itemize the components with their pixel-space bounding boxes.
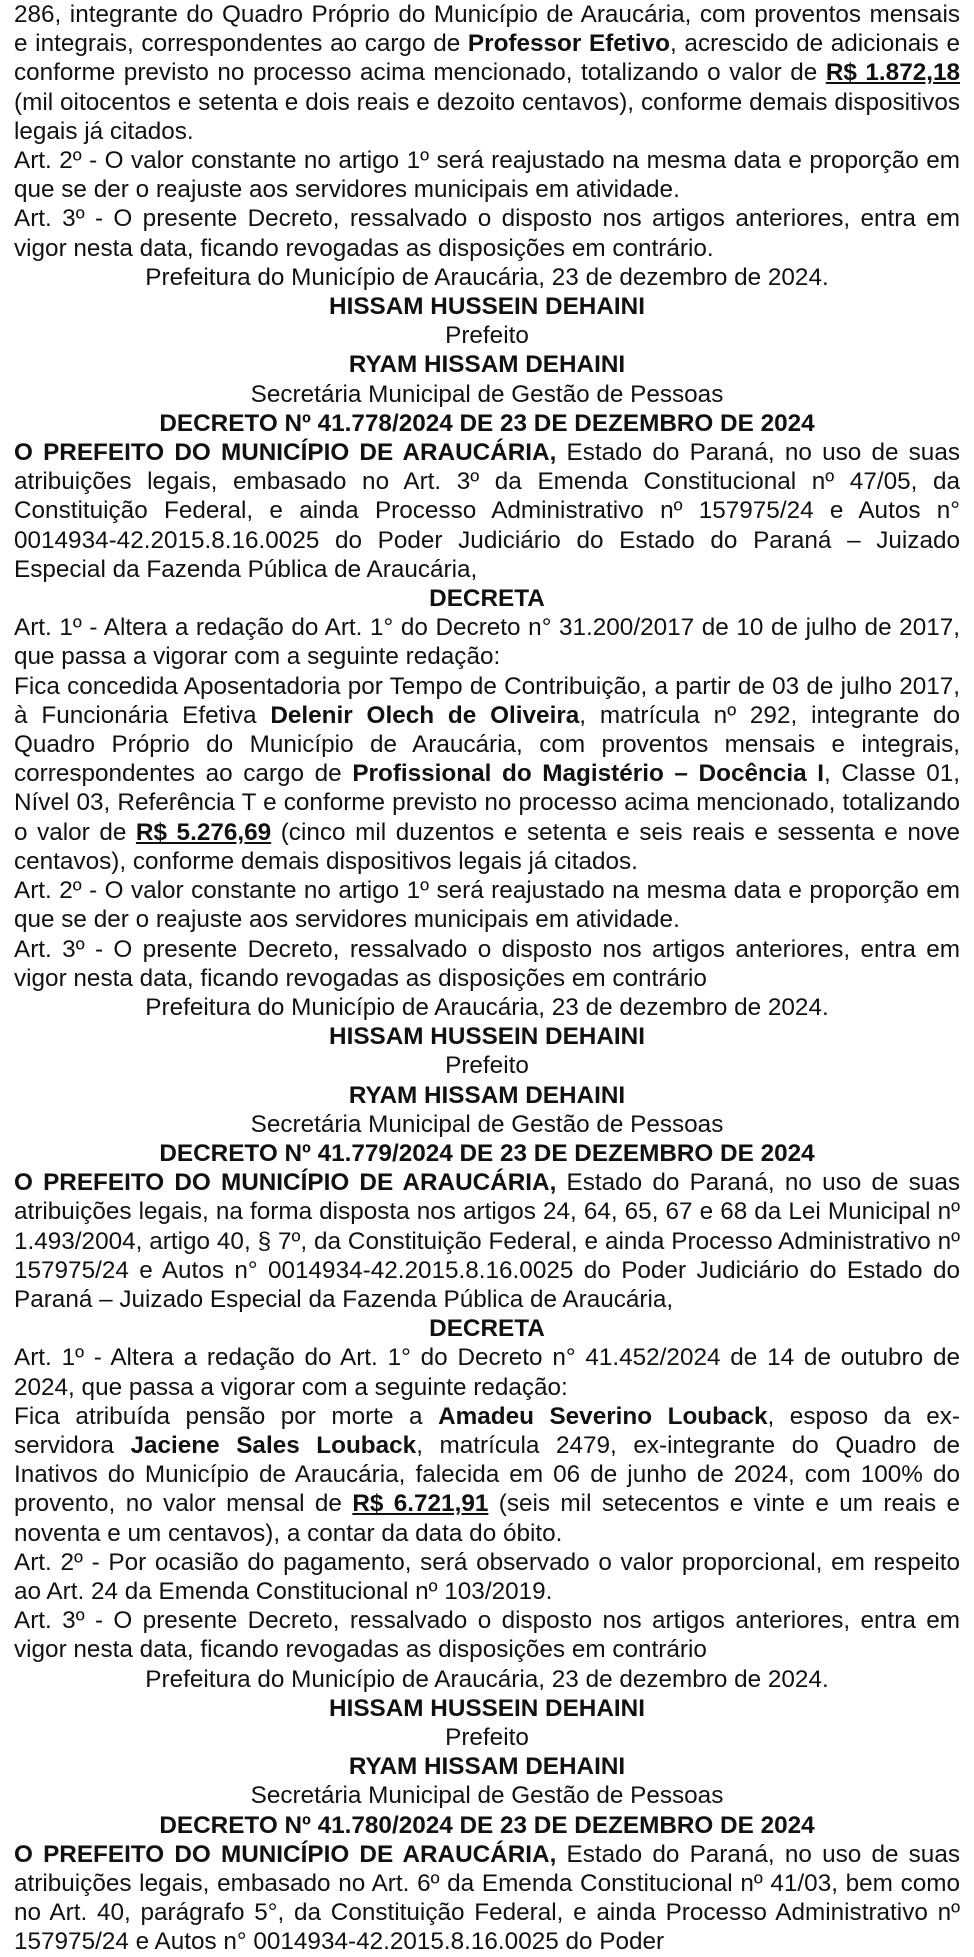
signer-name: HISSAM HUSSEIN DEHAINI: [329, 1023, 645, 1051]
article-paragraph: 286, integrante do Quadro Próprio do Município de Araucária, com proventos mensais e integrais, correspondentes ao cargo de Professor Efetivo, acrescido de adicionais e conforme previsto no processo acima mencionado, totalizando o valor de R$ 1.872,18 (mil oitocentos e setenta e dois reais e dezoito centavos), conforme demais dispositivos legais já citados.: [14, 1, 961, 145]
place-date: Prefeitura do Município de Araucária, 23 de dezembro de 2024.: [145, 263, 829, 291]
signer-name: RYAM HISSAM DEHAINI: [348, 351, 626, 379]
bold-text: Delenir Olech de Oliveira: [270, 701, 580, 729]
article-2: Art. 2º - Por ocasião do pagamento, será observado o valor proporcional, em respeito ao Art. 24 da Emenda Constitucional nº 103/2019.: [14, 1548, 960, 1605]
preamble: O PREFEITO DO MUNICÍPIO DE ARAUCÁRIA, Estado do Paraná, no uso de suas atribuições legais, embasado no Art. 3º da Emenda Constitucional nº 47/05, da Constituição Federal, e ainda Processo Administrativo nº 157975/24 e Autos n° 0014934-42.2015.8.16.0025 do Poder Judiciário do Estado do Paraná – Juizado Especial da Fazenda Pública de Araucária,: [14, 439, 960, 583]
article-2: Art. 2º - O valor constante no artigo 1º será reajustado na mesma data e proporção em que se der o reajuste aos servidores municipais em atividade.: [14, 147, 960, 204]
article-1: Art. 1º - Altera a redação do Art. 1° do Decreto n° 41.452/2024 de 14 de outubro de 2024, que passa a vigorar com a seguinte redação:: [14, 1344, 960, 1401]
decree-41779: [14, 1139, 960, 1811]
decreta-heading: DECRETA: [429, 1315, 545, 1343]
article-3: Art. 3º - O presente Decreto, ressalvado o disposto nos artigos anteriores, entra em vigor nesta data, ficando revogadas as disposições em contrário.: [14, 205, 960, 262]
decree-title: DECRETO Nº 41.778/2024 DE 23 DE DEZEMBRO DE 2024: [159, 409, 815, 437]
amount-value: R$ 6.721,91: [352, 1490, 489, 1518]
article-1: Art. 1º - Altera a redação do Art. 1° do Decreto n° 31.200/2017 de 10 de julho de 2017, que passa a vigorar com a seguinte redação:: [14, 614, 960, 671]
signer-role: Secretária Municipal de Gestão de Pessoas: [250, 1782, 724, 1810]
place-date: Prefeitura do Município de Araucária, 23 de dezembro de 2024.: [145, 993, 829, 1021]
place-date: Prefeitura do Município de Araucária, 23 de dezembro de 2024.: [145, 1665, 829, 1693]
decree-41780: [14, 1811, 960, 1957]
decreta-heading: DECRETA: [429, 585, 545, 613]
bold-text: Profissional do Magistério – Docência I: [352, 760, 824, 788]
preamble: O PREFEITO DO MUNICÍPIO DE ARAUCÁRIA, Estado do Paraná, no uso de suas atribuições legais, na forma disposta nos artigos 24, 64, 65, 67 e 68 da Lei Municipal nº 1.493/2004, artigo 40, § 7º, da Constituição Federal, e ainda Processo Administrativo nº 157975/24 e Autos n° 0014934-42.2015.8.16.0025 do Poder Judiciário do Estado do Paraná – Juizado Especial da Fazenda Pública de Araucária,: [14, 1169, 960, 1313]
signer-role: Secretária Municipal de Gestão de Pessoas: [250, 380, 724, 408]
bold-text: Professor Efetivo: [467, 30, 671, 58]
preamble: O PREFEITO DO MUNICÍPIO DE ARAUCÁRIA, Estado do Paraná, no uso de suas atribuições legais, embasado no Art. 6º da Emenda Constitucional nº 41/03, bem como no Art. 40, parágrafo 5°, da Constituição Federal, e ainda Processo Administrativo nº 157975/24 e Autos n° 0014934-42.2015.8.16.0025 do Poder: [14, 1840, 960, 1956]
signer-role: Prefeito: [445, 1723, 529, 1751]
signer-role: Prefeito: [445, 322, 529, 350]
bold-text: Amadeu Severino Louback: [438, 1402, 768, 1430]
article-3: Art. 3º - O presente Decreto, ressalvado o disposto nos artigos anteriores, entra em vigor nesta data, ficando revogadas as disposições em contrário: [14, 935, 960, 992]
signer-name: HISSAM HUSSEIN DEHAINI: [329, 293, 645, 321]
article-3: Art. 3º - O presente Decreto, ressalvado o disposto nos artigos anteriores, entra em vigor nesta data, ficando revogadas as disposições em contrário: [14, 1607, 960, 1664]
bold-text: Jaciene Sales Louback: [130, 1431, 417, 1459]
article-body: Fica concedida Aposentadoria por Tempo de Contribuição, a partir de 03 de julho 2017, à Funcionária Efetiva Delenir Olech de Oliveira, matrícula nº 292, integrante do Quadro Próprio do Município de Araucária, com proventos mensais e integrais, correspondentes ao cargo de Profissional do Magistério – Docência I, Classe 01, Nível 03, Referência T e conforme previsto no processo acima mencionado, totalizando o valor de R$ 5.276,69 (cinco mil duzentos e setenta e seis reais e sessenta e nove centavos), conforme demais dispositivos legais já citados.: [14, 672, 961, 875]
signer-role: Prefeito: [445, 1052, 529, 1080]
signer-role: Secretária Municipal de Gestão de Pessoas: [250, 1110, 724, 1138]
amount-value: R$ 5.276,69: [135, 818, 272, 846]
amount-value: R$ 1.872,18: [825, 59, 961, 87]
signer-name: RYAM HISSAM DEHAINI: [348, 1081, 626, 1109]
signer-name: RYAM HISSAM DEHAINI: [348, 1753, 626, 1781]
decree-41778: [14, 409, 960, 1139]
article-2: Art. 2º - O valor constante no artigo 1º será reajustado na mesma data e proporção em que se der o reajuste aos servidores municipais em atividade.: [14, 877, 960, 934]
decree-continuation: [14, 0, 960, 409]
article-body: Fica atribuída pensão por morte a Amadeu Severino Louback, esposo da ex-servidora Jaciene Sales Louback, matrícula 2479, ex-integrante do Quadro de Inativos do Município de Araucária, falecida em 06 de junho de 2024, com 100% do provento, no valor mensal de R$ 6.721,91 (seis mil setecentos e vinte e um reais e noventa e um centavos), a contar da data do óbito.: [14, 1402, 960, 1547]
decree-title: DECRETO Nº 41.779/2024 DE 23 DE DEZEMBRO DE 2024: [159, 1139, 815, 1167]
signer-name: HISSAM HUSSEIN DEHAINI: [329, 1694, 645, 1722]
decree-title: DECRETO Nº 41.780/2024 DE 23 DE DEZEMBRO DE 2024: [159, 1811, 815, 1839]
